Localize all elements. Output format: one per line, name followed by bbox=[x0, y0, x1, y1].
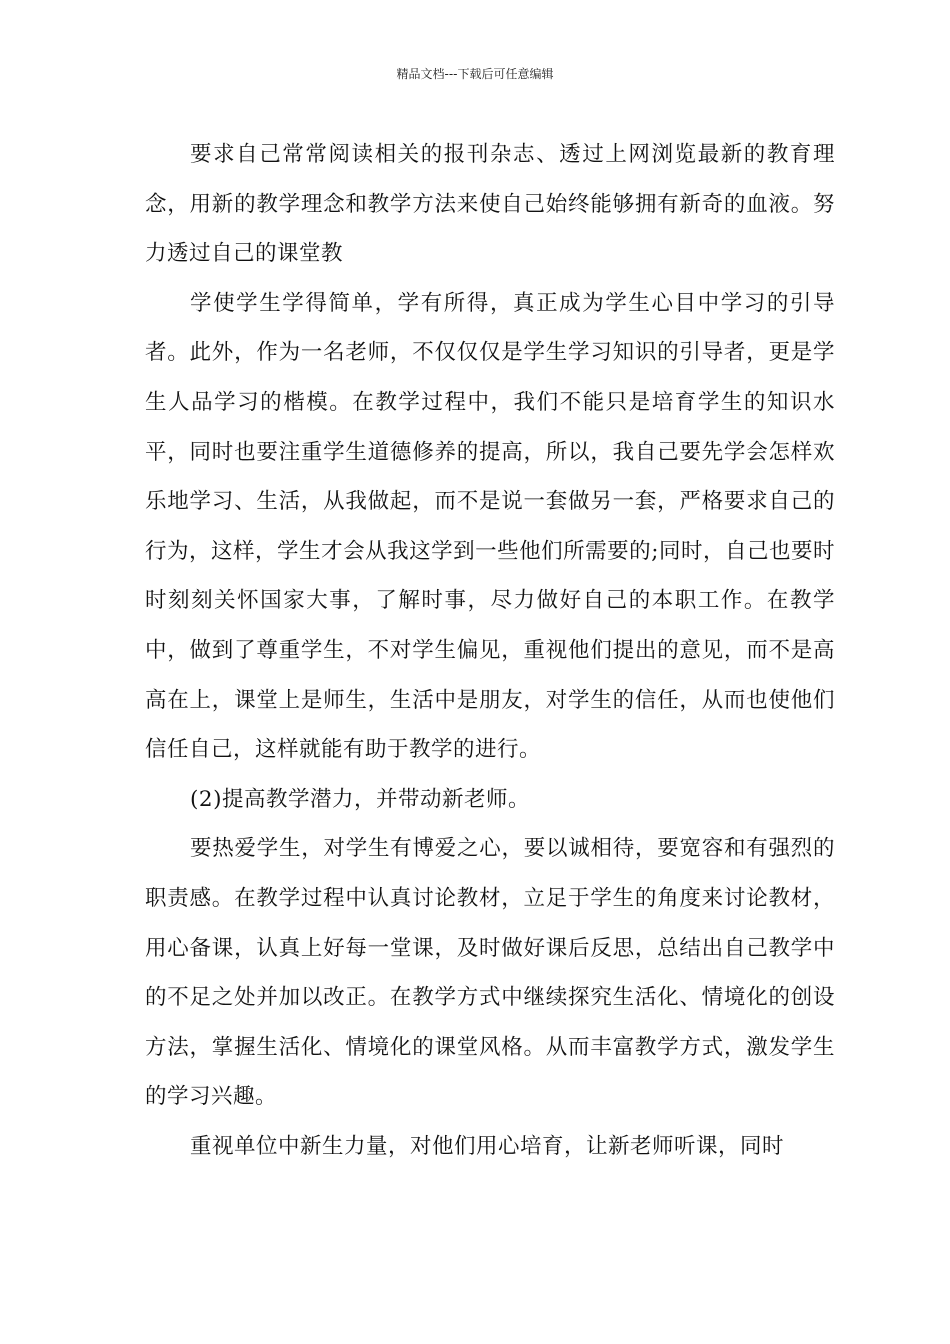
paragraph-3: (2)提高教学潜力，并带动新老师。 bbox=[190, 786, 530, 812]
paragraph-1: 要求自己常常阅读相关的报刊杂志、透过上网浏览最新的教育理念，用新的教学理念和教学方法来使自己始终能够拥有新奇的血液。努力透过自己的课堂教 bbox=[145, 142, 835, 267]
paragraph-4: 要热爱学生，对学生有博爱之心，要以诚相待，要宽容和有强烈的职责感。在教学过程中认真讨论教材，立足于学生的角度来讨论教材，用心备课，认真上好每一堂课，及时做好课后反思，总结出自己教学中的不足之处并加以改正。在教学方式中继续探究生活化、情境化的创设方法，掌握生活化、情境化的课堂风格。从而丰富教学方式，激发学生的学习兴趣。 bbox=[145, 836, 835, 1110]
paragraph-2: 学使学生学得简单，学有所得，真正成为学生心目中学习的引导者。此外，作为一名老师，不仅仅仅是学生学习知识的引导者，更是学生人品学习的楷模。在教学过程中，我们不能只是培育学生的知识水平，同时也要注重学生道德修养的提高，所以，我自己要先学会怎样欢乐地学习、生活，从我做起，而不是说一套做另一套，严格要求自己的行为，这样，学生才会从我这学到一些他们所需要的;同时，自己也要时时刻刻关怀国家大事，了解时事，尽力做好自己的本职工作。在教学中，做到了尊重学生，不对学生偏见，重视他们提出的意见，而不是高高在上，课堂上是师生，生活中是朋友，对学生的信任，从而也使他们信任自己，这样就能有助于教学的进行。 bbox=[145, 290, 835, 763]
page-header: 精品文档---下载后可任意编辑 bbox=[396, 67, 554, 81]
document-body bbox=[145, 130, 835, 1171]
paragraph-5: 重视单位中新生力量，对他们用心培育，让新老师听课，同时 bbox=[190, 1133, 785, 1159]
